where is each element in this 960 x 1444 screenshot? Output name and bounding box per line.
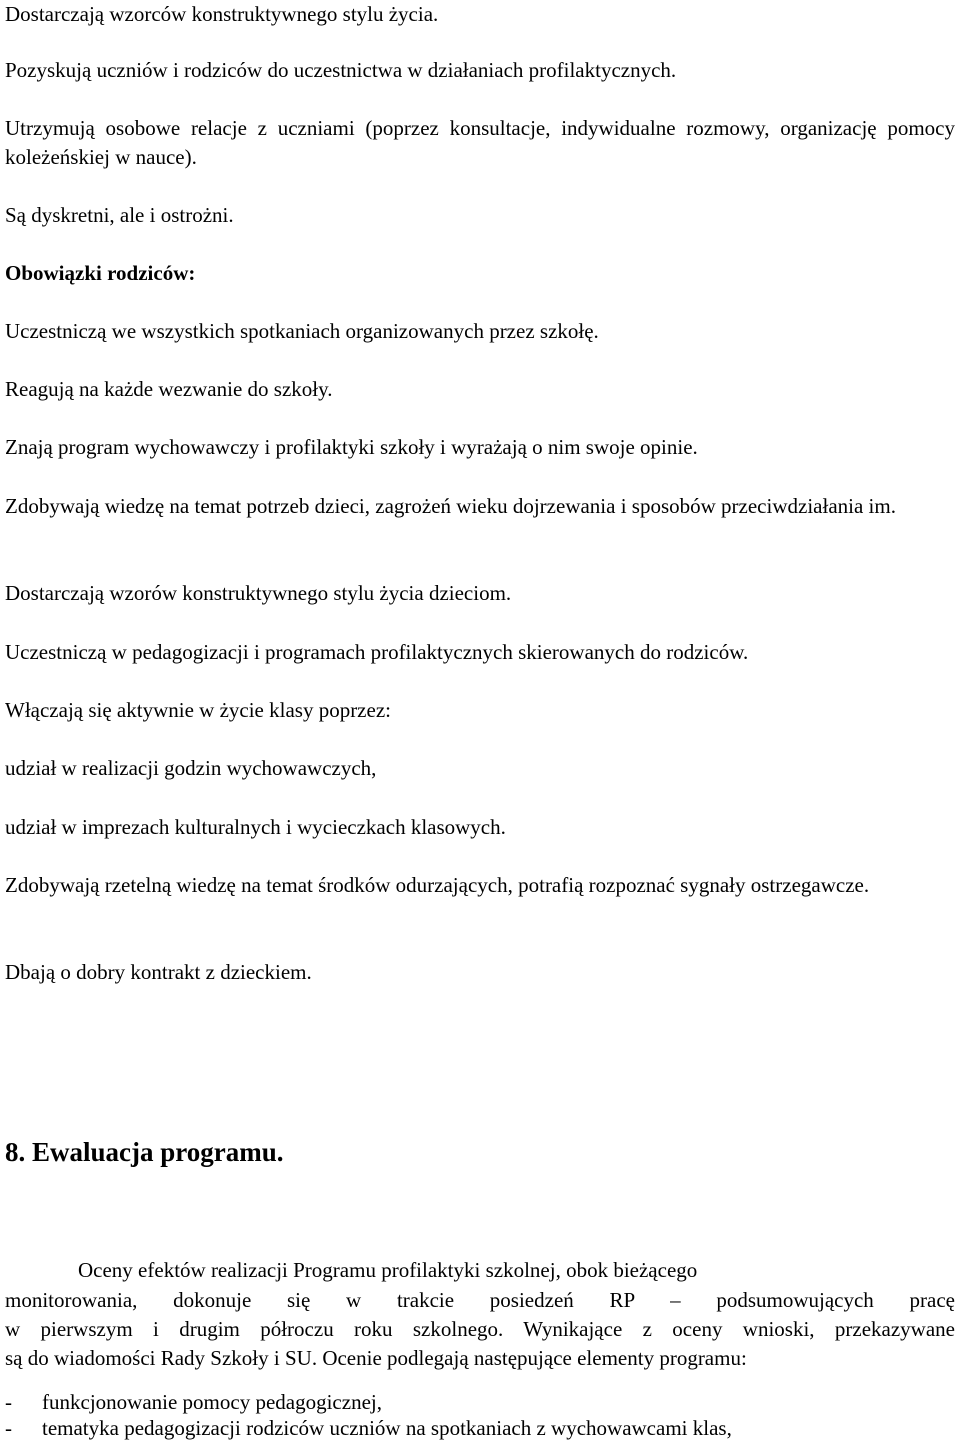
paragraph: Dostarczają wzorów konstruktywnego stylu życia dzieciom. bbox=[5, 581, 512, 605]
paragraph: udział w imprezach kulturalnych i wycieczkach klasowych. bbox=[5, 815, 506, 839]
paragraph: Reagują na każde wezwanie do szkoły. bbox=[5, 377, 333, 401]
paragraph: Dbają o dobry kontrakt z dzieckiem. bbox=[5, 960, 312, 984]
body-line: monitorowania, dokonuje się w trakcie posiedzeń RP – podsumowujących pracę bbox=[5, 1288, 955, 1312]
paragraph: Uczestniczą w pedagogizacji i programach profilaktycznych skierowanych do rodziców. bbox=[5, 640, 749, 664]
paragraph: Zdobywają rzetelną wiedzę na temat środków odurzających, potrafią rozpoznać sygnały ostrzegawcze. bbox=[5, 873, 870, 897]
paragraph: Są dyskretni, ale i ostrożni. bbox=[5, 203, 234, 227]
body-line bbox=[5, 1256, 955, 1285]
paragraph: Włączają się aktywnie w życie klasy poprzez: bbox=[5, 698, 391, 722]
paragraph: Dostarczają wzorców konstruktywnego stylu życia. bbox=[5, 2, 439, 26]
paragraph: udział w realizacji godzin wychowawczych, bbox=[5, 756, 377, 780]
body-line: są do wiadomości Rady Szkoły i SU. Ocenie podlegają następujące elementy programu: bbox=[5, 1346, 747, 1370]
body-text: Oceny efektów realizacji Programu profilaktyki szkolnej, obok bieżącego bbox=[78, 1258, 698, 1282]
paragraph: Uczestniczą we wszystkich spotkaniach organizowanych przez szkołę. bbox=[5, 319, 599, 343]
list-item-text: tematyka pedagogizacji rodziców uczniów na spotkaniach z wychowawcami klas, bbox=[42, 1416, 732, 1440]
list-item-text: funkcjonowanie pomocy pedagogicznej, bbox=[42, 1390, 382, 1414]
list-marker: - bbox=[5, 1416, 12, 1440]
body-line: w pierwszym i drugim półroczu roku szkolnego. Wynikające z oceny wnioski, przekazywane bbox=[5, 1317, 955, 1341]
paragraph: Utrzymują osobowe relacje z uczniami (poprzez konsultacje, indywidualne rozmowy, organizację pomocy koleżeńskiej w nauce). bbox=[5, 116, 955, 169]
section-heading: 8. Ewaluacja programu. bbox=[5, 1137, 284, 1167]
list-marker: - bbox=[5, 1390, 12, 1414]
paragraph: Pozyskują uczniów i rodziców do uczestnictwa w działaniach profilaktycznych. bbox=[5, 58, 677, 82]
paragraph: Zdobywają wiedzę na temat potrzeb dzieci, zagrożeń wieku dojrzewania i sposobów przeciwdziałania im. bbox=[5, 494, 896, 518]
paragraph: Znają program wychowawczy i profilaktyki szkoły i wyrażają o nim swoje opinie. bbox=[5, 435, 698, 459]
section-heading: Obowiązki rodziców: bbox=[5, 261, 196, 285]
